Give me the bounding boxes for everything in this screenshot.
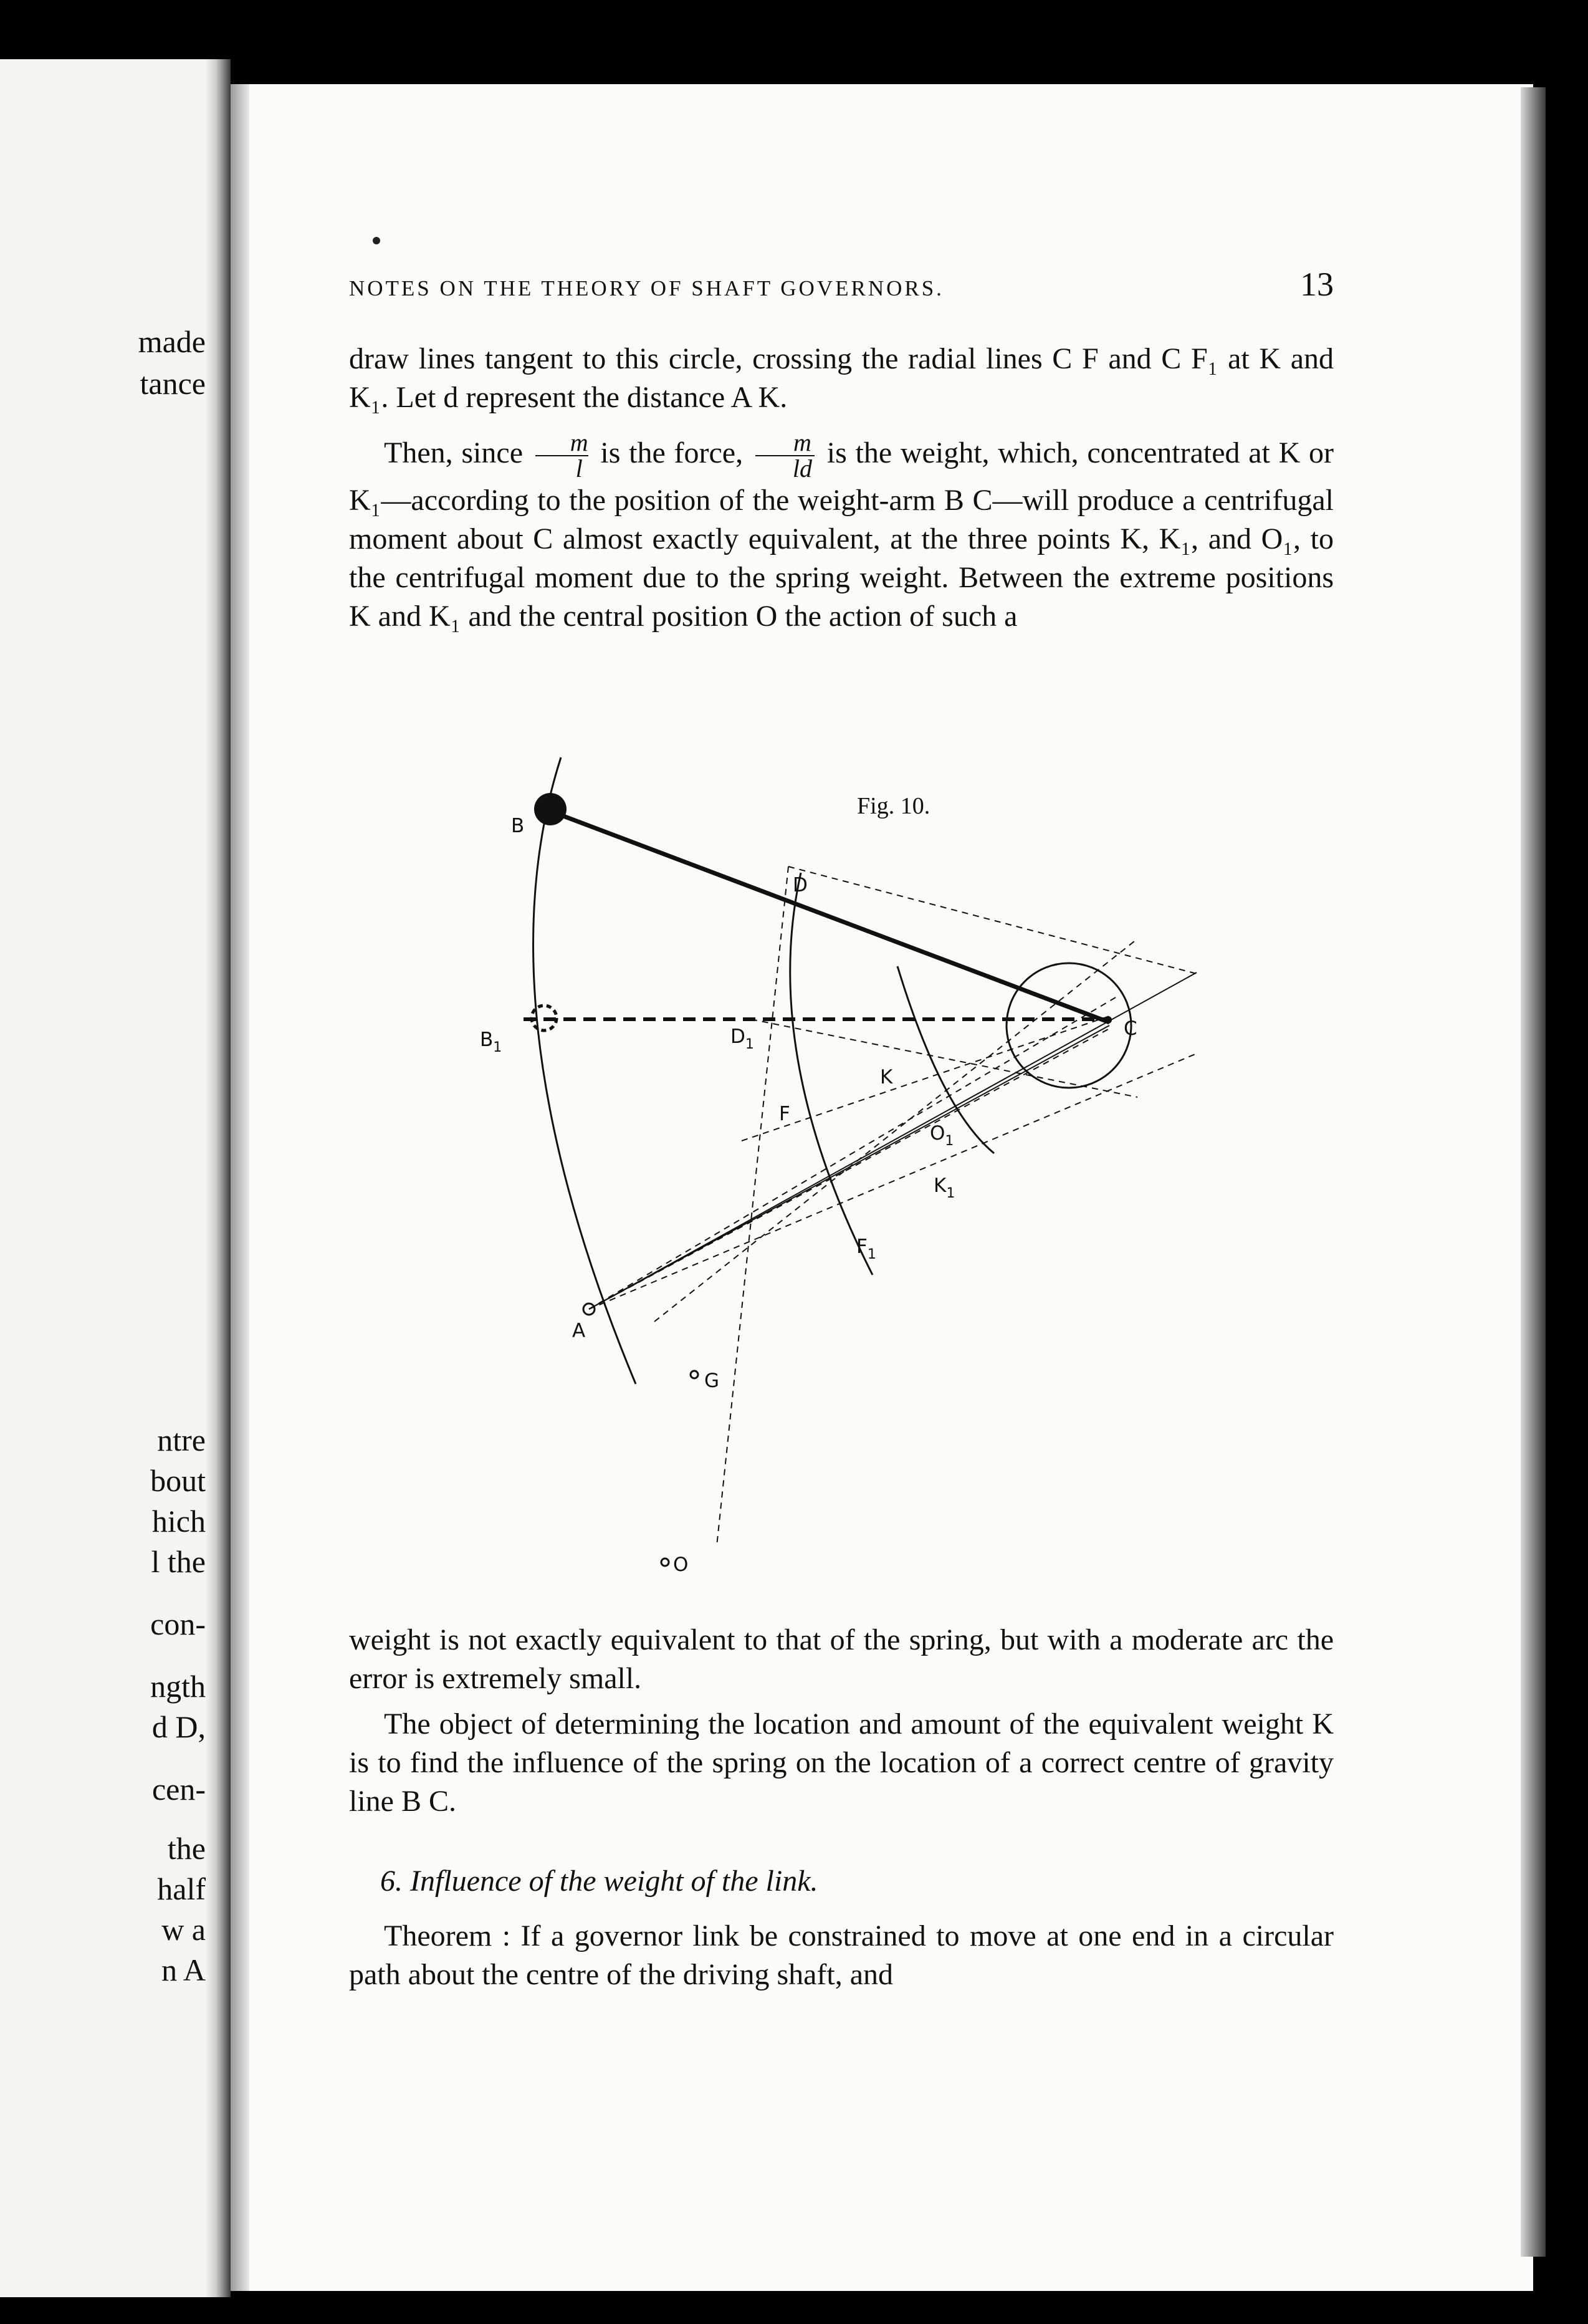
left-fragment: ngth [150, 1669, 206, 1704]
paragraph-3-text: weight is not exactly equivalent to that of the spring, but with a moderate arc the error is extremely small. [349, 1623, 1334, 1695]
label-d1 [730, 1025, 754, 1052]
paragraph-2 [349, 430, 1334, 636]
paragraph-4-text: The object of determining the location and amount of the equivalent weight K is to find the influence of the spring on the location of a correct centre of gravity line B C. [349, 1707, 1334, 1818]
section-heading-text: 6. Influence of the weight of the link. [380, 1865, 818, 1898]
label-d1-letter: D [730, 1025, 745, 1048]
label-c: C [1124, 1017, 1137, 1040]
right-page-gutter [231, 84, 249, 2291]
left-fragment: w a [161, 1912, 206, 1947]
paragraph-2-lead: Then, since [384, 436, 523, 470]
left-fragment: half [157, 1871, 206, 1906]
figure-10 [461, 742, 1246, 1602]
label-f1-subscript: 1 [867, 1247, 876, 1262]
label-o1 [930, 1122, 954, 1149]
label-g: G [704, 1370, 720, 1392]
label-b1-subscript: 1 [493, 1040, 502, 1055]
section-heading [380, 1864, 818, 1898]
label-a: A [572, 1320, 586, 1342]
label-k1-letter: K [934, 1174, 947, 1197]
point-c-marker [1104, 1016, 1112, 1024]
label-k1 [934, 1174, 955, 1201]
paragraph-2-rest: is the weight, which, concentrated at K or K₁—according to the position of the weight-arm B C—will produce a centrifugal moment about C almost exactly equivalent, at the three points K, K₁, and O₁, to the centrifugal moment due to the spring weight. Between the extreme positions K and K₁ and the central position O the action of such a [349, 436, 1334, 633]
label-o1-letter: O [930, 1122, 945, 1145]
label-f1-letter: F [856, 1236, 868, 1258]
page-number: 13 [1300, 266, 1334, 303]
label-f: F [779, 1103, 790, 1125]
paragraph-5 [349, 1917, 1334, 1994]
page-header [349, 265, 1334, 304]
figure-caption: Fig. 10. [857, 793, 930, 819]
dashed-f1-radial [654, 941, 1134, 1322]
label-d1-subscript: 1 [745, 1037, 754, 1052]
fraction-denominator: ld [755, 455, 815, 481]
left-page-gutter [206, 59, 231, 2297]
dashed-d-tangent [788, 867, 1197, 974]
paragraph-1-text: draw lines tangent to this circle, crossing the radial lines C F and C F₁ at K and K₁. Let d represent the distance A K. [349, 342, 1334, 414]
paragraph-5-text: Theorem : If a governor link be constrained to move at one end in a circular path about the centre of the driving shaft, and [349, 1919, 1334, 1991]
paragraph-1 [349, 340, 1334, 417]
dashed-a-to-k [589, 997, 1116, 1309]
point-g-marker [691, 1371, 698, 1378]
left-fragment: n A [161, 1952, 206, 1987]
fraction-m-over-l [535, 430, 588, 481]
paragraph-2-text [349, 430, 1334, 636]
fraction-m-over-ld [755, 430, 815, 481]
left-fragment: made [138, 324, 206, 359]
paragraph-4 [349, 1705, 1334, 1821]
label-b1 [480, 1029, 502, 1055]
fraction-numerator: m [570, 428, 588, 456]
paragraph-2-middle: is the force, [600, 436, 744, 470]
running-title: NOTES ON THE THEORY OF SHAFT GOVERNORS. [349, 276, 944, 300]
label-f1 [856, 1236, 876, 1262]
line-a-o1 [589, 972, 1197, 1309]
fraction-numerator: m [793, 428, 811, 456]
weight-arm-bc [548, 810, 1109, 1022]
label-d: D [793, 874, 808, 896]
left-fragment: con- [150, 1606, 206, 1641]
label-b: B [511, 815, 525, 837]
left-fragment: ntre [157, 1423, 206, 1457]
arc-d-to-f1 [790, 873, 873, 1275]
label-o1-subscript: 1 [945, 1133, 954, 1149]
point-o-marker [661, 1558, 669, 1566]
left-fragment: l the [151, 1544, 206, 1579]
ink-dot [373, 237, 380, 244]
label-k1-subscript: 1 [946, 1186, 955, 1201]
label-b1-letter: B [480, 1029, 494, 1051]
left-fragment: hich [151, 1504, 206, 1539]
left-fragment: tance [140, 366, 206, 401]
b-weight-ball [534, 793, 567, 825]
dashed-a-tangent-lower [589, 1054, 1197, 1309]
label-k: K [880, 1066, 893, 1088]
page-edge-shadow [1521, 87, 1546, 2257]
shaft-circle [1007, 963, 1131, 1088]
label-o: O [673, 1553, 689, 1576]
left-fragment: the [167, 1831, 206, 1866]
paragraph-3 [349, 1621, 1334, 1698]
figure-10-diagram [461, 742, 1246, 1602]
left-fragment: bout [150, 1463, 206, 1498]
left-fragment: cen- [151, 1772, 206, 1807]
fraction-denominator: l [535, 455, 588, 481]
left-fragment: d D, [151, 1709, 206, 1744]
